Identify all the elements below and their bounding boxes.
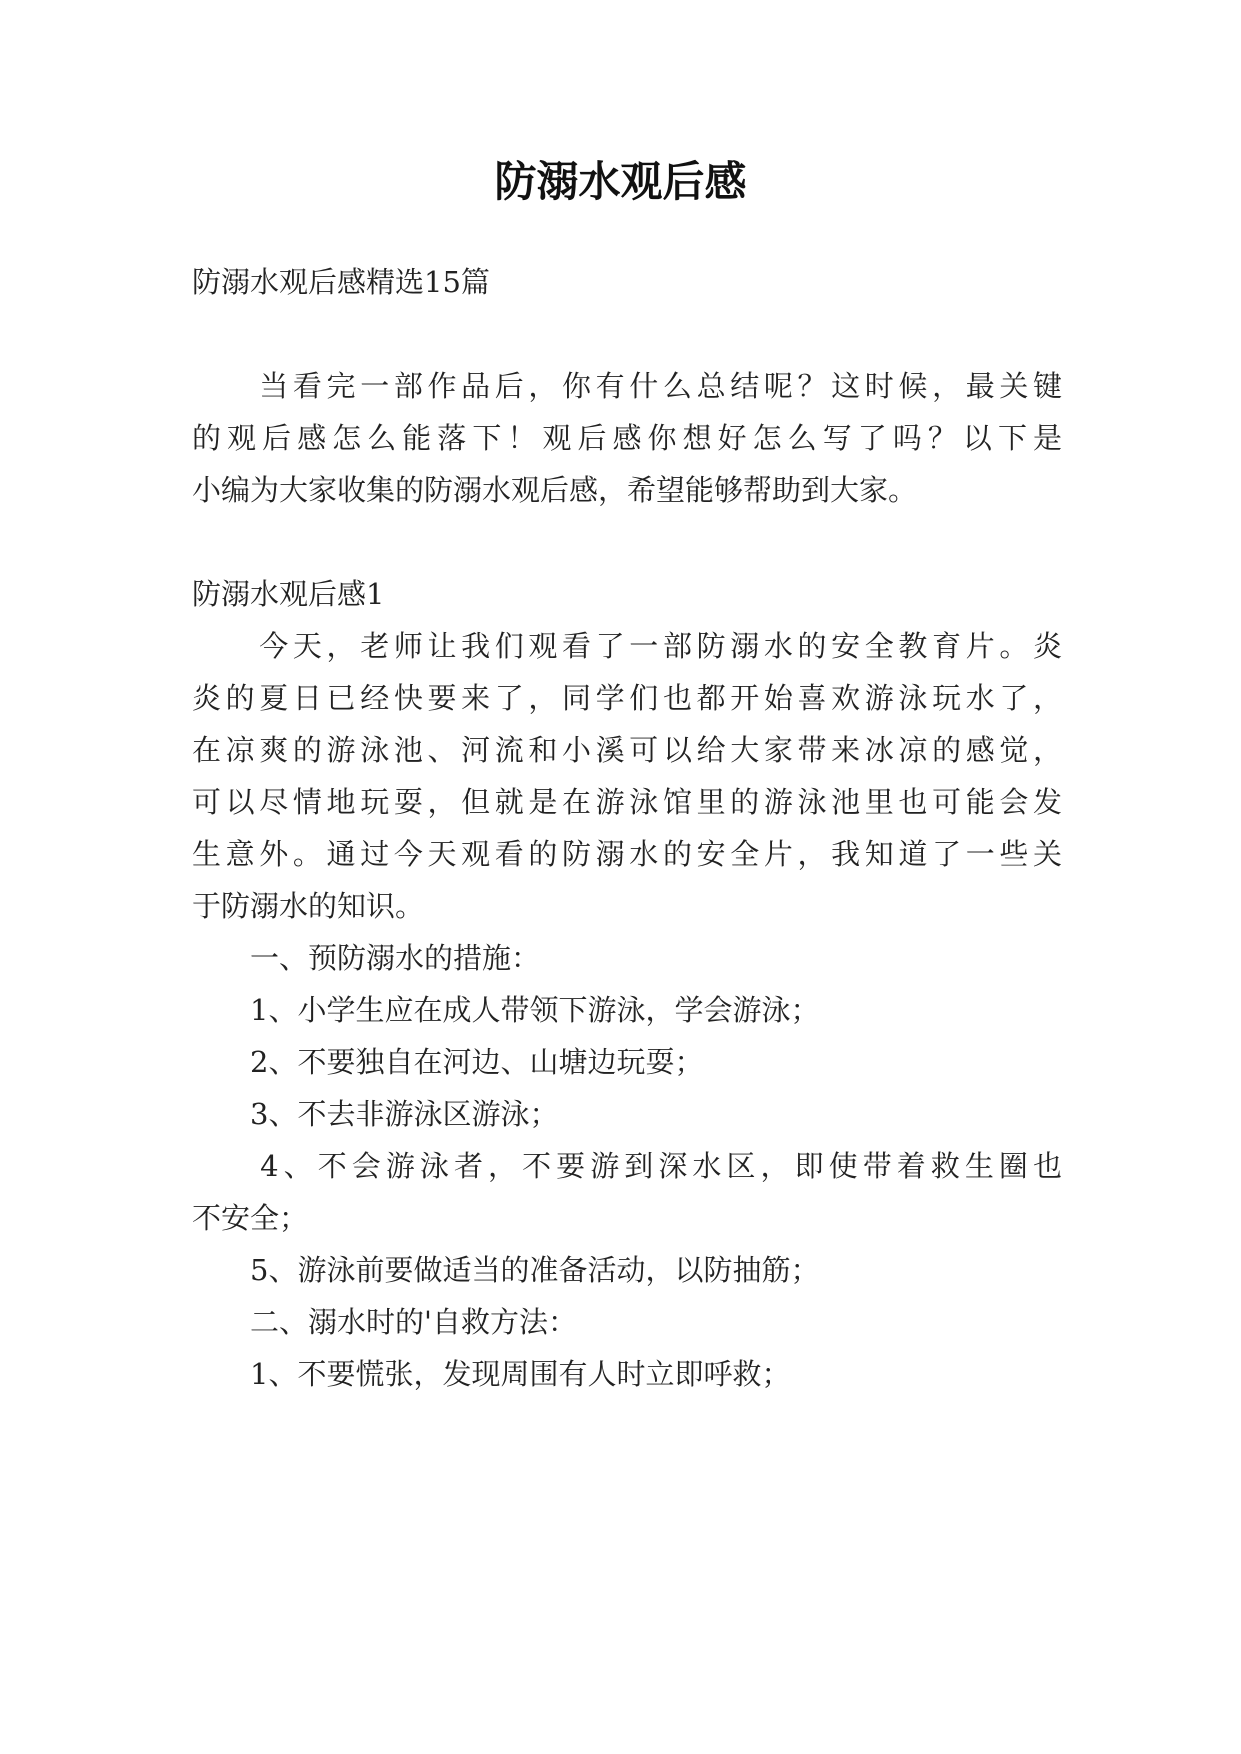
intro-line: 当看完一部作品后，你有什么总结呢？这时候，最关键: [192, 369, 1062, 403]
list-item: 2、不要独自在河边、山塘边玩耍；: [192, 1045, 704, 1079]
list-item-continuation: 不安全；: [192, 1201, 309, 1235]
body-line: 可以尽情地玩耍，但就是在游泳馆里的游泳池里也可能会发: [192, 785, 1062, 819]
list-item: 5、游泳前要做适当的准备活动，以防抽筋；: [192, 1253, 820, 1287]
list-item: 1、小学生应在成人带领下游泳，学会游泳；: [192, 993, 820, 1027]
list-item: 4、不会游泳者，不要游到深水区，即使带着救生圈也: [192, 1149, 1062, 1183]
document-title: 防溺水观后感: [494, 157, 747, 206]
body-line: 生意外。通过今天观看的防溺水的安全片，我知道了一些关: [192, 837, 1062, 871]
intro-line: 小编为大家收集的防溺水观后感，希望能够帮助到大家。: [192, 473, 918, 507]
body-line: 于防溺水的知识。: [192, 889, 425, 923]
body-line: 炎的夏日已经快要来了，同学们也都开始喜欢游泳玩水了，: [192, 681, 1062, 715]
intro-line: 的观后感怎么能落下！观后感你想好怎么写了吗？以下是: [192, 421, 1062, 455]
list-item: 1、不要慌张，发现周围有人时立即呼救；: [192, 1357, 791, 1391]
body-line: 今天，老师让我们观看了一部防溺水的安全教育片。炎: [192, 629, 1062, 663]
section-heading: 防溺水观后感1: [192, 577, 385, 611]
document-subtitle: 防溺水观后感精选15篇: [192, 265, 490, 299]
list-item: 3、不去非游泳区游泳；: [192, 1097, 559, 1131]
body-line: 在凉爽的游泳池、河流和小溪可以给大家带来冰凉的感觉，: [192, 733, 1062, 767]
list-heading: 一、预防溺水的措施：: [192, 941, 541, 975]
list-heading: 二、溺水时的'自救方法：: [192, 1305, 577, 1339]
